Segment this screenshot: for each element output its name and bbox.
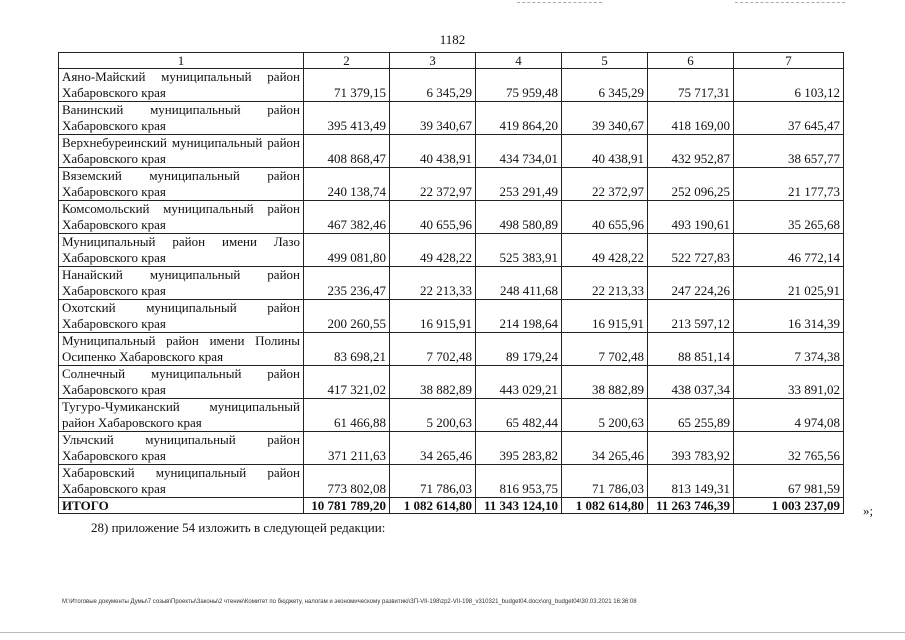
amount-cell: 417 321,02 <box>304 366 390 399</box>
amount-cell: 21 177,73 <box>734 168 844 201</box>
amount-cell: 499 081,80 <box>304 234 390 267</box>
amount-cell: 61 466,88 <box>304 399 390 432</box>
district-name: Хабаровский муниципальный район Хабаровского края <box>59 465 304 498</box>
file-path-footer: M:\Итоговые документы Думы\7 созыв\Проекты\Законы\2 чтение\Комитет по бюджету, налогам и экономическому развитию\ЗП-VII-198\zp2-VII-198_v310321_budget04.docx\org_budget04\30.03.2021 16:36:08 <box>62 599 637 605</box>
amount-cell: 418 169,00 <box>648 102 734 135</box>
district-name: Вяземский муниципальный район Хабаровского края <box>59 168 304 201</box>
table-row <box>59 366 844 399</box>
amount-cell: 247 224,26 <box>648 267 734 300</box>
amount-cell: 7 702,48 <box>562 333 648 366</box>
amount-cell: 7 702,48 <box>390 333 476 366</box>
amount-cell: 49 428,22 <box>390 234 476 267</box>
amount-cell: 522 727,83 <box>648 234 734 267</box>
amount-cell: 22 213,33 <box>562 267 648 300</box>
column-header: 6 <box>648 53 734 69</box>
amount-cell: 34 265,46 <box>390 432 476 465</box>
amount-cell: 253 291,49 <box>476 168 562 201</box>
amount-cell: 89 179,24 <box>476 333 562 366</box>
district-name: Комсомольский муниципальный район Хабаровского края <box>59 201 304 234</box>
amount-cell: 213 597,12 <box>648 300 734 333</box>
amount-cell: 22 372,97 <box>562 168 648 201</box>
bottom-rule <box>0 632 905 633</box>
amount-cell: 49 428,22 <box>562 234 648 267</box>
total-row <box>59 498 844 514</box>
table-row <box>59 69 844 102</box>
amount-cell: 248 411,68 <box>476 267 562 300</box>
column-header: 2 <box>304 53 390 69</box>
amount-cell: 71 786,03 <box>562 465 648 498</box>
amount-cell: 443 029,21 <box>476 366 562 399</box>
amount-cell: 200 260,55 <box>304 300 390 333</box>
column-header: 3 <box>390 53 476 69</box>
amount-cell: 371 211,63 <box>304 432 390 465</box>
amount-cell: 6 345,29 <box>562 69 648 102</box>
table-row <box>59 234 844 267</box>
amount-cell: 75 959,48 <box>476 69 562 102</box>
total-value: 11 343 124,10 <box>476 498 562 514</box>
table-row <box>59 267 844 300</box>
amount-cell: 40 655,96 <box>562 201 648 234</box>
amount-cell: 65 482,44 <box>476 399 562 432</box>
amount-cell: 6 103,12 <box>734 69 844 102</box>
amount-cell: 235 236,47 <box>304 267 390 300</box>
amendment-instruction: 28) приложение 54 изложить в следующей редакции: <box>91 520 386 535</box>
table-row <box>59 300 844 333</box>
amount-cell: 16 915,91 <box>390 300 476 333</box>
table-row <box>59 102 844 135</box>
amount-cell: 71 379,15 <box>304 69 390 102</box>
amount-cell: 71 786,03 <box>390 465 476 498</box>
amount-cell: 83 698,21 <box>304 333 390 366</box>
column-header: 4 <box>476 53 562 69</box>
amount-cell: 4 974,08 <box>734 399 844 432</box>
amount-cell: 5 200,63 <box>562 399 648 432</box>
amount-cell: 39 340,67 <box>562 102 648 135</box>
district-name: Солнечный муниципальный район Хабаровского края <box>59 366 304 399</box>
total-value: 1 003 237,09 <box>734 498 844 514</box>
amount-cell: 773 802,08 <box>304 465 390 498</box>
amount-cell: 467 382,46 <box>304 201 390 234</box>
amount-cell: 214 198,64 <box>476 300 562 333</box>
district-name: Ульчский муниципальный район Хабаровского края <box>59 432 304 465</box>
top-dashed-rule <box>735 2 845 3</box>
amount-cell: 395 413,49 <box>304 102 390 135</box>
table-row <box>59 201 844 234</box>
amount-cell: 22 372,97 <box>390 168 476 201</box>
amount-cell: 88 851,14 <box>648 333 734 366</box>
amount-cell: 493 190,61 <box>648 201 734 234</box>
page-number: 1182 <box>439 32 466 47</box>
table-row <box>59 333 844 366</box>
amount-cell: 33 891,02 <box>734 366 844 399</box>
budget-table <box>58 52 844 514</box>
amount-cell: 40 438,91 <box>562 135 648 168</box>
amount-cell: 432 952,87 <box>648 135 734 168</box>
district-name: Аяно-Майский муниципальный район Хабаровского края <box>59 69 304 102</box>
table-row <box>59 135 844 168</box>
amount-cell: 65 255,89 <box>648 399 734 432</box>
amount-cell: 32 765,56 <box>734 432 844 465</box>
amount-cell: 419 864,20 <box>476 102 562 135</box>
amount-cell: 813 149,31 <box>648 465 734 498</box>
district-name: Муниципальный район имени Лазо Хабаровского края <box>59 234 304 267</box>
header-row <box>59 53 844 69</box>
amount-cell: 816 953,75 <box>476 465 562 498</box>
total-value: 11 263 746,39 <box>648 498 734 514</box>
amount-cell: 498 580,89 <box>476 201 562 234</box>
amount-cell: 393 783,92 <box>648 432 734 465</box>
amount-cell: 408 868,47 <box>304 135 390 168</box>
table-row <box>59 168 844 201</box>
amount-cell: 67 981,59 <box>734 465 844 498</box>
amount-cell: 252 096,25 <box>648 168 734 201</box>
amount-cell: 525 383,91 <box>476 234 562 267</box>
amount-cell: 75 717,31 <box>648 69 734 102</box>
table-row <box>59 465 844 498</box>
district-name: Муниципальный район имени Полины Осипенко Хабаровского края <box>59 333 304 366</box>
district-name: Охотский муниципальный район Хабаровского края <box>59 300 304 333</box>
amount-cell: 434 734,01 <box>476 135 562 168</box>
closing-quote-mark: »; <box>863 503 874 518</box>
table-row <box>59 399 844 432</box>
amount-cell: 38 882,89 <box>390 366 476 399</box>
table-row <box>59 432 844 465</box>
district-name: Ванинский муниципальный район Хабаровского края <box>59 102 304 135</box>
amount-cell: 438 037,34 <box>648 366 734 399</box>
amount-cell: 22 213,33 <box>390 267 476 300</box>
column-header: 5 <box>562 53 648 69</box>
amount-cell: 6 345,29 <box>390 69 476 102</box>
total-value: 10 781 789,20 <box>304 498 390 514</box>
amount-cell: 37 645,47 <box>734 102 844 135</box>
column-header: 1 <box>59 53 304 69</box>
amount-cell: 16 915,91 <box>562 300 648 333</box>
amount-cell: 240 138,74 <box>304 168 390 201</box>
total-label: ИТОГО <box>59 498 304 514</box>
amount-cell: 395 283,82 <box>476 432 562 465</box>
district-name: Нанайский муниципальный район Хабаровского края <box>59 267 304 300</box>
amount-cell: 39 340,67 <box>390 102 476 135</box>
amount-cell: 38 657,77 <box>734 135 844 168</box>
total-value: 1 082 614,80 <box>562 498 648 514</box>
total-value: 1 082 614,80 <box>390 498 476 514</box>
amount-cell: 46 772,14 <box>734 234 844 267</box>
amount-cell: 5 200,63 <box>390 399 476 432</box>
amount-cell: 40 438,91 <box>390 135 476 168</box>
amount-cell: 16 314,39 <box>734 300 844 333</box>
amount-cell: 34 265,46 <box>562 432 648 465</box>
amount-cell: 35 265,68 <box>734 201 844 234</box>
amount-cell: 40 655,96 <box>390 201 476 234</box>
district-name: Тугуро-Чумиканский муниципальный район Хабаровского края <box>59 399 304 432</box>
amount-cell: 21 025,91 <box>734 267 844 300</box>
amount-cell: 38 882,89 <box>562 366 648 399</box>
district-name: Верхнебуреинский муниципальный район Хабаровского края <box>59 135 304 168</box>
top-dashed-rule <box>517 2 602 3</box>
column-header: 7 <box>734 53 844 69</box>
amount-cell: 7 374,38 <box>734 333 844 366</box>
